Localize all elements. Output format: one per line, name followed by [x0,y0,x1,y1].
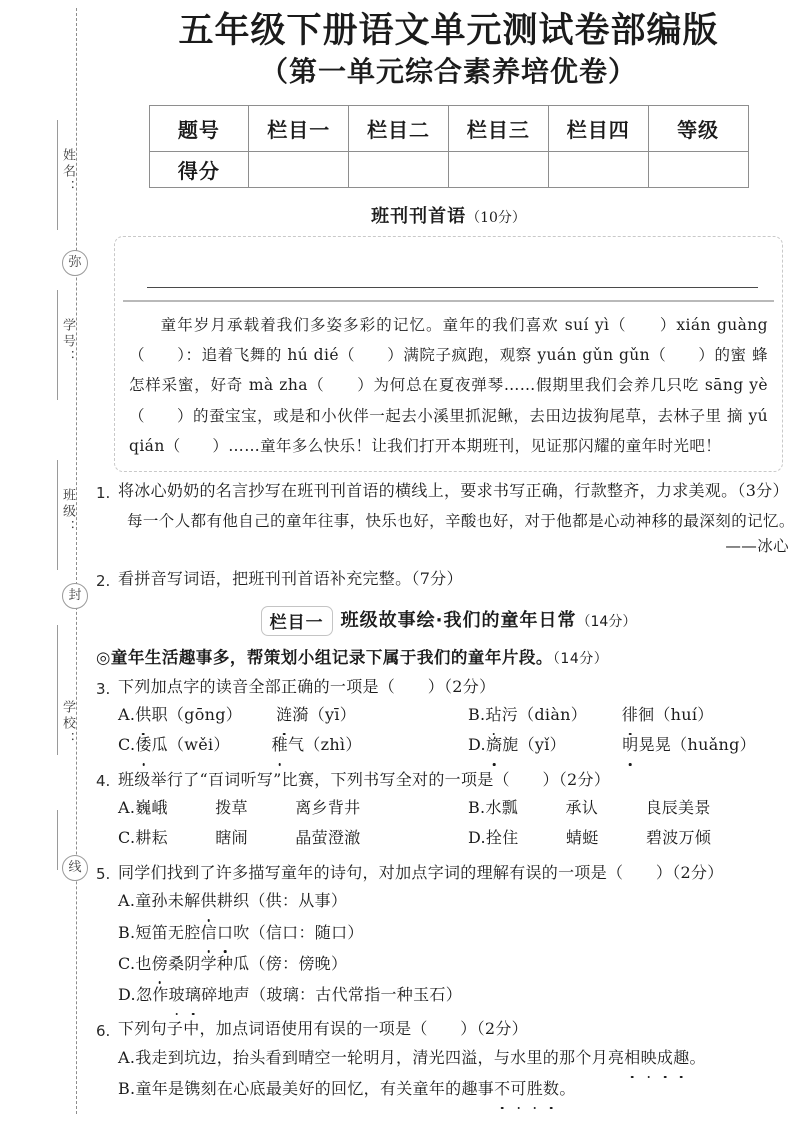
q5-option-A-pre: 童孙未解 [135,891,201,911]
question-5-option-D[interactable] [96,979,801,1010]
seal-char-1: 弥 [62,250,88,276]
question-6-option-A[interactable] [96,1042,801,1073]
question-6-number: 6. [96,1021,111,1040]
dotted-char: 胜 [527,1073,543,1104]
foreword-line-3: 蜂怎样采蜜，好奇 mà zha（ ）为何总在夏夜弹琴……假期里我们会养几只吃 sāng [129,346,769,395]
question-4-option-B[interactable] [468,793,798,823]
score-cell-1[interactable] [249,151,349,187]
score-cell-3[interactable] [448,151,548,187]
option-D-word1: 旎（yǐ） [502,735,566,755]
field-school-label: 学校： [60,700,75,748]
question-4-options-row-2 [96,823,801,853]
score-table [149,105,749,188]
question-3-option-C[interactable] [118,730,468,760]
score-row-label: 得分 [149,151,249,187]
question-3-option-B[interactable] [468,700,798,730]
score-cell-2[interactable] [349,151,449,187]
q4-option-D-word1: 拴住 [485,828,519,848]
score-header-3: 栏目三 [448,105,548,151]
question-1-number: 1. [96,483,111,502]
question-6-stem: 下列句子中，加点词语使用有误的一项是（ ）（2分） [118,1019,528,1039]
q5-option-D-post: 碎地声（玻璃：古代常指一种玉石） [201,984,462,1004]
q4-option-C-word1: 耕耘 [135,828,168,848]
option-C-label: C. [118,735,136,755]
q5-option-A-label: A. [118,891,136,911]
q4-option-C-word2: 瞎闹 [215,828,248,848]
question-5-option-A[interactable] [96,885,801,916]
question-4-option-A[interactable] [118,793,468,823]
field-studentid-label: 学号： [60,318,75,366]
q5-option-D-pre: 忽作 [135,984,169,1004]
question-3-number: 3. [96,679,111,698]
q4-option-A-label: A. [118,797,136,817]
seal-margin [0,0,96,1122]
question-4-number: 4. [96,772,111,791]
score-header-0: 题号 [149,105,249,151]
foreword-box [114,236,783,472]
q6-option-A-post: 。 [689,1048,706,1068]
question-6-option-B[interactable] [96,1073,801,1104]
question-1-quote-block [96,507,801,560]
question-1 [96,478,801,504]
q5-option-C-post: 桑阴学种瓜（傍：傍晚） [167,953,348,973]
field-name-label: 姓名： [60,148,75,196]
question-2-text: 看拼音写词语，把班刊刊首语补充完整。（7分） [118,569,463,589]
q5-option-B-post: 吹（信口：随口） [233,922,364,942]
field-class-label: 班级： [60,488,75,536]
option-B-label: B. [468,705,486,725]
question-4-stem: 班级举行了“百词听写”比赛，下列书写全对的一项是（ ）（2分） [118,769,611,789]
dotted-char-D2: 明 [622,730,638,760]
question-2 [96,566,801,592]
option-B-word2: 徊（huí） [638,705,714,725]
question-4-option-C[interactable] [118,823,468,853]
dotted-char-D1: 旖 [486,730,502,760]
seal-solid-line-5 [57,810,58,870]
question-3-option-A[interactable] [118,700,468,730]
page-subtitle: （第一单元综合素养培优卷） [259,55,637,89]
column-one-badge: 栏目一 [261,606,333,636]
option-D-label: D. [468,735,486,755]
dotted-char-B1: 玷 [485,700,501,730]
dotted-char-A2: 涟 [276,700,292,730]
score-header-4: 栏目四 [548,105,648,151]
q5-option-D-label: D. [118,984,136,1004]
q6-option-A-label: A. [118,1048,136,1068]
dotted-char-C2: 稚 [272,730,288,760]
seal-char-3: 线 [62,855,88,881]
option-B-word1: 污（diàn） [501,705,588,725]
content-area [96,0,801,1122]
column-one-bullet [96,644,801,668]
column-one-heading [96,606,801,636]
dotted-char: 成 [657,1042,673,1073]
question-1-text: 将冰心奶奶的名言抄写在班刊刊首语的横线上，要求书写正确，行款整齐，力求美观。（3分） [118,480,789,500]
q5-option-A-post: 耕织（供：从事） [216,891,348,911]
handwriting-line[interactable] [147,257,758,288]
foreword-heading-text: 班刊刊首语 [371,205,467,227]
q4-option-B-word2: 承认 [565,797,599,817]
option-A-word2: 漪（yī） [292,705,357,725]
dotted-char-q5-B [201,923,234,942]
option-C-word1: 瓜（wěi） [151,735,230,755]
question-5-number: 5. [96,865,111,884]
dotted-char: 不 [494,1073,510,1104]
question-3-options-row-2 [96,730,801,760]
dotted-char: 数 [543,1073,559,1104]
score-header-1: 栏目一 [249,105,349,151]
q6-option-B-label: B. [118,1079,136,1099]
dotted-char-B2: 徘 [622,700,638,730]
column-one-bullet-text: ◎童年生活趣事多，帮策划小组记录下属于我们的童年片段。 [96,648,553,668]
q4-option-B-word1: 水瓢 [485,797,519,817]
question-5-stem: 同学们找到了许多描写童年的诗句，对加点字词的理解有误的一项是（ ）（2分） [118,862,724,882]
column-one-title: 班级故事绘·我们的童年日常 [340,610,577,632]
foreword-passage [129,310,768,461]
foreword-line-2: （ ）：追着飞舞的 hú dié（ ）满院子疯跑，观察 yuán gǔn gǔn（ ）的蜜 [129,346,747,365]
dotted-char: 趣 [673,1042,689,1073]
q6-option-B-post: 。 [559,1079,576,1099]
q4-option-A-word3: 离乡背井 [295,797,361,817]
foreword-line-1: 童年岁月承载着我们多姿多彩的记忆。童年的我们喜欢 suí yì（ ）xián guàng [160,315,768,334]
question-3-options-row-1 [96,700,801,730]
question-3-option-D[interactable] [468,730,798,760]
score-cell-4[interactable] [548,151,648,187]
q4-option-B-word3: 良辰美景 [645,797,711,817]
question-5-option-C[interactable] [96,948,801,979]
foreword-heading [96,202,801,228]
q4-option-B-label: B. [468,797,486,817]
q4-option-D-word2: 蜻蜓 [565,828,599,848]
page-title: 五年级下册语文单元测试卷部编版 [178,10,719,51]
dotted-char: 映 [641,1042,657,1073]
question-3 [96,674,801,700]
score-table-wrapper [96,105,801,188]
q6-option-B-pre: 童年是镌刻在心底最美好的回忆，有关童年的趣事 [135,1079,495,1099]
dotted-char: 口 [217,917,233,948]
q4-option-D-word3: 碧波万倾 [645,828,712,848]
score-cell-5[interactable] [648,151,748,187]
table-row-header [149,105,748,151]
dotted-char-q5-A: 供 [200,885,216,916]
foreword-line-5: 摘 yú qián（ ）……童年多么快乐！让我们打开本期班刊，见证那闪耀的童年时光吧！ [129,406,768,455]
dotted-phrase-q6-A [624,1048,689,1067]
dotted-char: 相 [624,1042,640,1073]
question-1-quote: 每一个人都有他自己的童年往事，快乐也好，辛酸也好，对于他都是心动神移的最深刻的记忆。 [127,511,795,530]
q4-option-A-word2: 拨草 [215,797,248,817]
score-header-5: 等级 [648,105,748,151]
dotted-phrase-q6-B [494,1079,559,1098]
column-one-points: （14分） [576,614,637,631]
foreword-heading-points: （10分） [466,209,526,226]
q5-option-C-pre: 也 [135,953,152,973]
option-A-label: A. [118,705,136,725]
foreword-line-4: yè（ ）的蚕宝宝，或是和小伙伴一起去小溪里抓泥鳅，去田边拔狗尾草，去林子里 [129,376,768,425]
q4-option-C-word3: 晶萤澄澈 [295,828,361,848]
q4-option-D-label: D. [468,828,486,848]
q4-option-A-word1: 巍峨 [135,797,168,817]
question-6 [96,1016,801,1042]
table-row [149,151,748,187]
column-one-bullet-points: （14分） [552,651,609,668]
option-D-word2: 晃晃（huǎng） [638,735,756,755]
dotted-char: 信 [201,917,217,948]
dotted-char-q5-C: 傍 [152,948,168,979]
question-4-option-D[interactable] [468,823,798,853]
dotted-char-C1: 倭 [135,730,151,760]
question-5 [96,860,801,886]
option-C-word2: 气（zhì） [287,735,362,755]
option-A-word1: 职（gōng） [151,705,243,725]
q5-option-B-label: B. [118,922,136,942]
q5-option-C-label: C. [118,953,136,973]
question-4 [96,767,801,793]
dotted-char: 璃 [185,979,201,1010]
seal-char-2: 封 [62,583,88,609]
q6-option-A-pre: 我走到坑边，抬头看到晴空一轮明月，清光四溢，与水里的那个月亮 [135,1048,625,1068]
dotted-char-A1: 供 [135,700,151,730]
question-5-option-B[interactable] [96,917,801,948]
question-3-stem: 下列加点字的读音全部正确的一项是（ ）（2分） [118,677,496,697]
q5-option-B-pre: 短笛无腔 [135,922,201,942]
q4-option-C-label: C. [118,828,136,848]
box-separator [123,300,774,302]
dotted-char: 可 [510,1073,526,1104]
dotted-char: 玻 [169,979,185,1010]
question-4-options-row-1 [96,793,801,823]
question-2-number: 2. [96,571,111,590]
dotted-char-q5-D [169,985,202,1004]
score-header-2: 栏目二 [349,105,449,151]
question-1-quote-author: ——冰心 [725,536,789,555]
